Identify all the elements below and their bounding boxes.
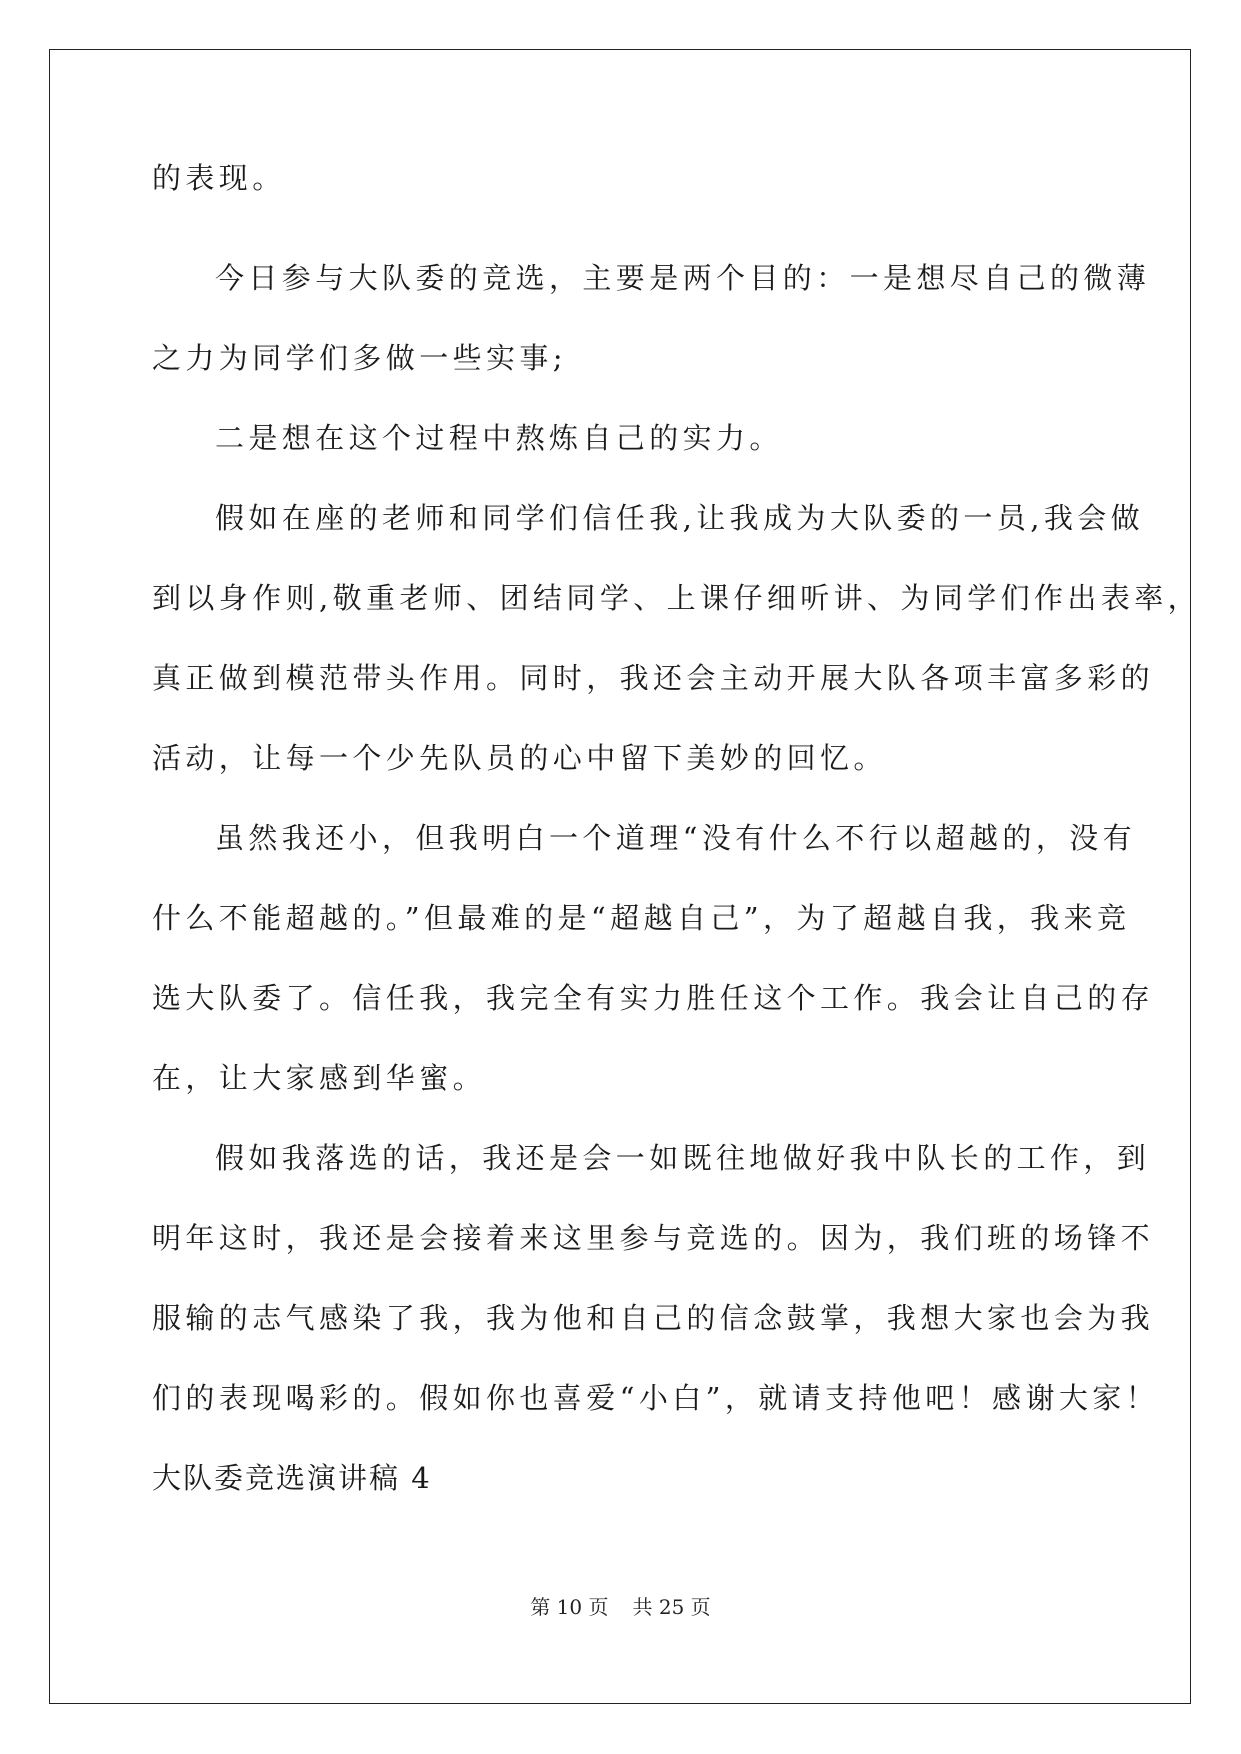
paragraph-line: 到以身作则,敬重老师、团结同学、上课仔细听讲、为同学们作出表率， — [152, 581, 1202, 615]
paragraph-line: 二是想在这个过程中熬炼自己的实力。 — [215, 421, 783, 455]
section-heading: 大队委竞选演讲稿 4 — [152, 1461, 432, 1495]
current-page-number: 第 10 页 — [530, 1595, 609, 1619]
paragraph-line: 明年这时，我还是会接着来这里参与竞选的。因为，我们班的场锋不 — [152, 1221, 1155, 1255]
paragraph-line: 们的表现喝彩的。假如你也喜爱“小白”，就请支持他吧！感谢大家！ — [152, 1381, 1160, 1415]
paragraph-line: 真正做到模范带头作用。同时，我还会主动开展大队各项丰富多彩的 — [152, 661, 1155, 695]
page-footer — [0, 1593, 1241, 1621]
paragraph-line: 服输的志气感染了我，我为他和自己的信念鼓掌，我想大家也会为我 — [152, 1301, 1155, 1335]
paragraph-line: 活动，让每一个少先队员的心中留下美妙的回忆。 — [152, 741, 887, 775]
total-page-count: 共 25 页 — [632, 1595, 711, 1619]
paragraph-line: 选大队委了。信任我，我完全有实力胜任这个工作。我会让自己的存 — [152, 981, 1155, 1015]
paragraph-line: 今日参与大队委的竞选，主要是两个目的：一是想尽自己的微薄 — [215, 261, 1151, 295]
paragraph-line: 什么不能超越的。”但最难的是“超越自己”，为了超越自我，我来竞 — [152, 901, 1131, 935]
paragraph-line: 在，让大家感到华蜜。 — [152, 1061, 487, 1095]
paragraph-line: 之力为同学们多做一些实事; — [152, 341, 567, 375]
paragraph-line: 虽然我还小，但我明白一个道理“没有什么不行以超越的，没有 — [215, 821, 1137, 855]
paragraph-line: 假如我落选的话，我还是会一如既往地做好我中队长的工作，到 — [215, 1141, 1151, 1175]
paragraph-line: 的表现。 — [152, 161, 286, 195]
paragraph-line: 假如在座的老师和同学们信任我,让我成为大队委的一员,我会做 — [215, 501, 1145, 535]
